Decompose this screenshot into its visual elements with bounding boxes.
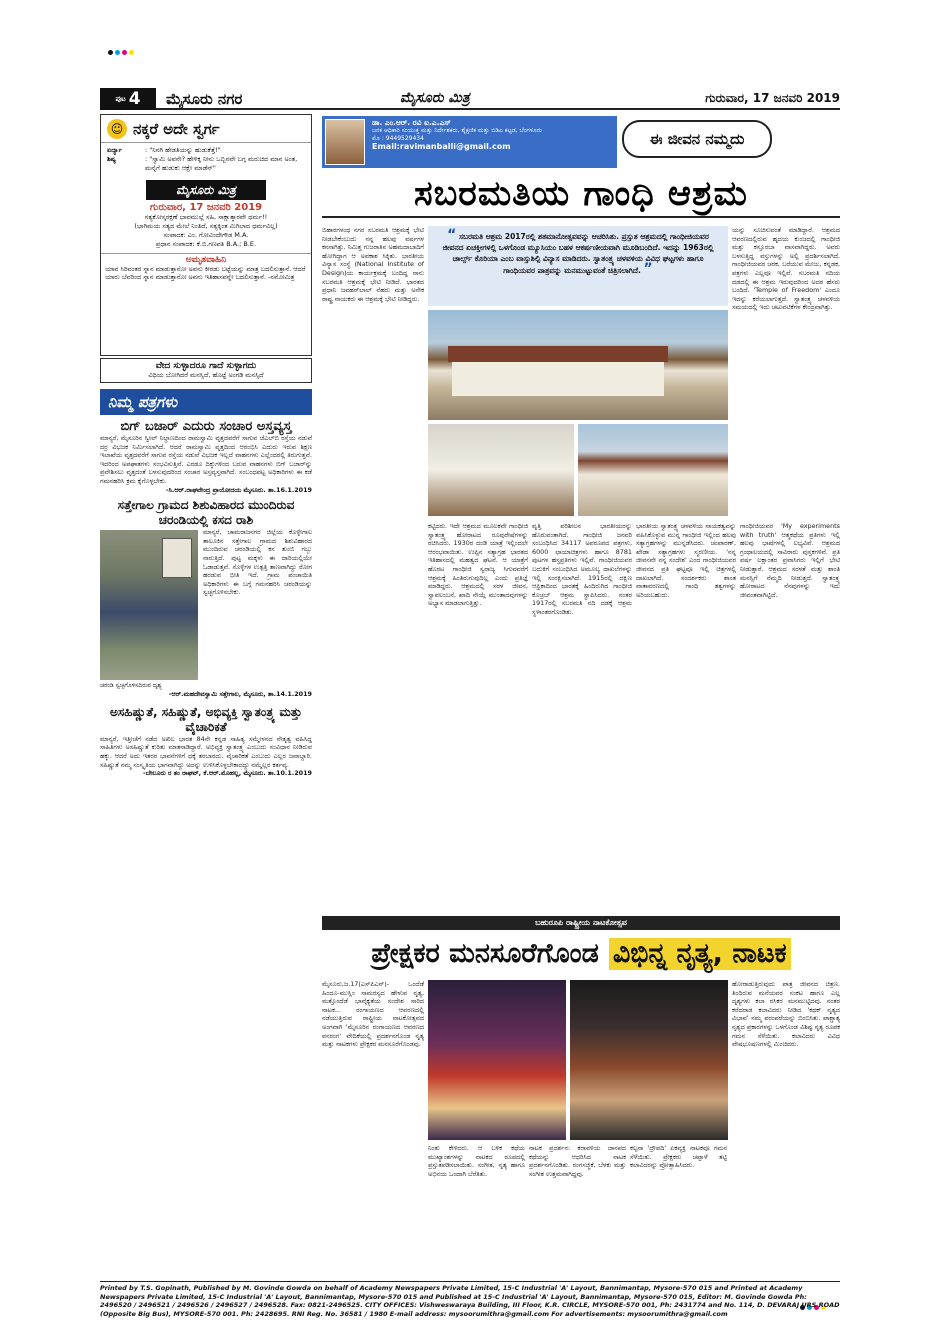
dance-photo [428,980,566,1140]
article-column: ಕಟ್ಟಿದರು. ಇದೇ ಆಶ್ರಮದ ಮೂಲಕವೇ ಗಾಂಧೀಜಿ ಸ್ವಾತಂತ್ರ್ಯ ಹೋರಾಟದ ರೂಪುರೇಷೆಗಳನ್ನು ರಚಿಸಿದರು. 1930ರ ದಂಡಿ ಯಾತ್ರೆ ಇಲ್ಲಿಂದಲೇ ಆರಂಭವಾಯಿತು. ಉಪ್ಪಿನ ಸತ್ಯಾಗ್ರಹ ಭಾರತದ ಇತಿಹಾಸದಲ್ಲಿ ಮಹತ್ವದ ಘಟನೆ. ಆ ಯಾತ್ರೆಗೆ ಹೊರಟ ಗಾಂಧೀಜಿ ಸ್ವರಾಜ್ಯ ಸಿಗುವವರೆಗೆ ಆಶ್ರಮಕ್ಕೆ ಹಿಂತಿರುಗುವುದಿಲ್ಲ ಎಂದು ಪ್ರತಿಜ್ಞೆ ಮಾಡಿದ್ದರು. ಆಶ್ರಮದಲ್ಲಿ ಸರಳ ಜೀವನ, ಸ್ವಾವಲಂಬನೆ, ಖಾದಿ ನೇಯ್ಗೆ ಮುಂತಾದವುಗಳನ್ನು ಅಭ್ಯಾಸ ಮಾಡಲಾಗುತ್ತಿತ್ತು. [428,522,528,608]
column-name: ಈ ಜೀವನ ನಮ್ಮದು [622,120,772,158]
article-headline: ಸಬರಮತಿಯ ಗಾಂಧಿ ಆಶ್ರಮ [322,172,840,218]
letter-body: ಮಾನ್ಯರೆ, ಇತ್ತೀಚೆಗೆ ನಡೆದ ಅಖಿಲ ಭಾರತ 84ನೇ ಕನ್ನಡ ಸಾಹಿತ್ಯ ಸಮ್ಮೇಳನದ ನೇತೃತ್ವ ವಹಿಸಿದ್ದ ಸಾಹಿತಿಗಳು ಅಸಹಿಷ್ಣುತೆ ಕುರಿತು ಮಾತನಾಡಿದ್ದಾರೆ. ಅಭಿವ್ಯಕ್ತಿ ಸ್ವಾತಂತ್ರ್ಯ ಎಂಬುದು ಸಂವಿಧಾನ ನೀಡಿರುವ ಹಕ್ಕು. ಆದರೆ ಅದು ಇತರರ ಭಾವನೆಗಳಿಗೆ ಧಕ್ಕೆ ತರಬಾರದು. ವೈಚಾರಿಕತೆ ಎಂಬುದು ಎಲ್ಲರ ಜವಾಬ್ದಾರಿ. ಸಹಿಷ್ಣುತೆ ನಮ್ಮ ಸಂಸ್ಕೃತಿಯ ಭಾಗವಾಗಿದ್ದು ಅದನ್ನು ಉಳಿಸಿಕೊಳ್ಳಬೇಕಾದದ್ದು ನಮ್ಮೆಲ್ಲರ ಕರ್ತವ್ಯ. [100,734,312,769]
nakkare-title: ನಕ್ಕರೆ ಅದೇ ಸ್ವರ್ಗ [133,119,220,138]
ashram-roof [448,346,668,362]
page-header [100,88,840,110]
author-info [372,119,542,151]
ashram-photo [428,310,728,420]
amruta-text: ಯಾವ ಸಿರಿವಂತರ ಸ್ನಾನ ಮಾಡುತ್ತಾನೋ ಅವನು ಕೀರಡು ಬಟ್ಟೆಯನ್ನು ಮಾತ್ರ ಬದಲಿಸುತ್ತಾನೆ. ಆದರೆ ಯಾರು ಬೆವರಿಂದ ಸ್ನಾನ ಮಾಡುತ್ತಾನೋ ಅವನು ಇತಿಹಾಸವನ್ನೇ ಬದಲಿಸುತ್ತಾನೆ. -ನಮೋಮಿತ್ರ [105,264,306,281]
article-column: ಭಾರತೀಯ ಸ್ವಾತಂತ್ರ್ಯ ಚಳವಳಿಯ ನಾಯಕತ್ವವನ್ನು ವಹಿಸಿಕೊಳ್ಳುವ ಮುನ್ನ ಗಾಂಧೀಜಿ ಇಲ್ಲಿಂದ ಹಲವು ಸತ್ಯಾಗ್ರಹಗಳನ್ನು ಮುನ್ನಡೆಸಿದರು. ಚಂಪಾರಣ್, ಖೇಡಾ ಸತ್ಯಾಗ್ರಹಗಳು ಸ್ಮರಣೀಯ. 'ನನ್ನ ಜೀವನವೇ ನನ್ನ ಸಂದೇಶ' ಎಂದ ಗಾಂಧೀಜಿಯವರ ಜೀವನದ ಪ್ರತಿ ಘಟ್ಟವೂ ಇಲ್ಲಿ ಚಿತ್ರಗಳಲ್ಲಿ ದಾಖಲಾಗಿದೆ. ಸಂದರ್ಶಕರು ಶಾಂತ ವಾತಾವರಣದಲ್ಲಿ ಗಾಂಧಿ ತತ್ವಗಳನ್ನು ಅರಿಯಬಹುದು. [636,522,736,599]
registration-mark [108,50,148,56]
letter-signature: -ಬೇಲೂರು ರ ತಂ ರಾಘವ್, ಕೆ.ಆರ್.ಮೊಹಲ್ಲ, ಮೈಸೂರು. ತಾ.10.1.2019 [143,769,312,778]
article-column: ವೃತ್ತಿ ಪರಿಶೀಲನ ಭಾರತೀಯರನ್ನು ಹೊರುವಂತಾಗಿದೆ. ಗಾಂಧೀಜಿ ಜನವರಿ ಸಂಬಂಧಿಸಿದ 34117 ಅಪರೂಪದ ಪತ್ರಗಳು, 6000 ಛಾಯಾಚಿತ್ರಗಳು ಹಾಗೂ 8781 ಪುಟಗಳ ಹಸ್ತಪ್ರತಿಗಳು ಇಲ್ಲಿವೆ. ಗಾಂಧೀಜಿಯವರ ಬದುಕಿಗೆ ಸಂಬಂಧಿಸಿದ ಅಮೂಲ್ಯ ದಾಖಲೆಗಳನ್ನು ಇಲ್ಲಿ ಸಂರಕ್ಷಿಸಲಾಗಿದೆ. 1915ರಲ್ಲಿ ದಕ್ಷಿಣ ಆಫ್ರಿಕಾದಿಂದ ಭಾರತಕ್ಕೆ ಹಿಂದಿರುಗಿದ ಗಾಂಧೀಜಿ ಕೊಚ್ರಬ್ ಆಶ್ರಮ ಸ್ಥಾಪಿಸಿದರು. ನಂತರ 1917ರಲ್ಲಿ ಸಬರಮತಿ ನದಿ ದಡಕ್ಕೆ ಆಶ್ರಮ ಸ್ಥಳಾಂತರಗೊಂಡಿತು. [532,522,632,616]
author-name: ಡಾ. ಎಂ.ಆರ್. ರವಿ ಐ.ಎ.ಎಸ್ [372,118,451,127]
dance-lower-columns [428,1144,728,1178]
ashram-cottage-photo [578,424,728,516]
motto-translation: (ಭಾಗಿಮಯ ಸತ್ಯದ ಮೇಲೆ ನಿಂತಿದೆ, ಸತ್ಯಕ್ಕಿಂತ ಮಿಗಿಲಾದ ಧರ್ಮವಿಲ್ಲ) [134,222,278,230]
photo-caption: ಚರಂಡಿ ಸ್ವಚ್ಛಗೊಳಿಸದಿರುವ ದೃಶ್ಯ [100,682,162,690]
nakkare-header [101,115,311,143]
dance-headline-b: ವಿಭಿನ್ನ ನೃತ್ಯ, ನಾಟಕ [609,938,791,970]
letter-2 [100,528,312,699]
letter-body: ಮಾನ್ಯರೆ, ಚಾಮರಾಜನಗರ ಜಿಲ್ಲೆಯ ಕೊಳ್ಳೇಗಾಲ ತಾಲೂಕಿನ ಸತ್ತೇಗಾಲ ಗ್ರಾಮದ ಶಿಶುವಿಹಾರದ ಮುಂದಿರುವ ಚರಂಡಿಯಲ್ಲಿ ಕಸ ತುಂಬಿ ಗಬ್ಬು ನಾರುತ್ತಿದೆ. ಪುಟ್ಟ ಮಕ್ಕಳು ಈ ದಾರಿಯಲ್ಲಿಯೇ ಓಡಾಡುತ್ತವೆ. ಸೊಳ್ಳೆಗಳ ಉತ್ಪತ್ತಿ ತಾಣವಾಗಿದ್ದು ರೋಗ ಹರಡುವ ಭೀತಿ ಇದೆ. ಗ್ರಾಮ ಪಂಚಾಯಿತಿ ಅಧಿಕಾರಿಗಳು ಈ ಬಗ್ಗೆ ಗಮನಹರಿಸಿ ಚರಂಡಿಯನ್ನು ಸ್ವಚ್ಛಗೊಳಿಸಬೇಕು. [203,528,312,597]
nakkare-box [100,114,312,356]
quote-close-icon: ” [643,261,653,277]
author-photo [325,119,365,165]
dance-column: ಮೈಸೂರು,ಜ.17(ಎಸ್‌ಪಿಎನ್)- ಒಂದೆಡೆ ಹಿಂದೂ-ಮುಸ್ಲಿಂ ಸಾಮರಸ್ಯದ ಹೇಳುವ ನೃತ್ಯ, ಮತ್ತೊಂದೆಡೆ ಭಾವೈಕ್ಯತೆಯ ಸಂದೇಶ ಸಾರಿದ ನಾಟಕ... ರಂಗಾಯಣದ ಆವರಣದಲ್ಲಿ ನಡೆಯುತ್ತಿರುವ ರಾಷ್ಟ್ರೀಯ ನಾಟಕೋತ್ಸವದ ಅಂಗವಾಗಿ 'ಮೈಸೂರಿನ ರಂಗಾಯಣದ ಆವರಣದ ವನರಂಗ' ವೇದಿಕೆಯಲ್ಲಿ ಪ್ರದರ್ಶನಗೊಂಡ ನೃತ್ಯ ಮತ್ತು ನಾಟಕಗಳು ಪ್ರೇಕ್ಷಕರ ಮನಸೂರೆಗೊಂಡವು. [322,980,424,1049]
joke-line [107,155,305,173]
joke-dialog [101,143,311,176]
quote-open-icon: “ [447,227,457,243]
letter-title: ಬಿಗ್ ಬಜಾರ್ ಎದುರು ಸಂಚಾರ ಅಸ್ತವ್ಯಸ್ತ [120,419,292,434]
author-box [322,116,617,168]
dance-headline-a: ಪ್ರೇಕ್ಷಕರ ಮನಸೂರೆಗೊಂಡ [371,938,599,969]
laughing-face-icon: ☺ [107,119,127,139]
section-title: ಮೈಸೂರು ನಗರ [166,90,243,108]
festival-band: ಬಹುರೂಪಿ ರಾಷ್ಟ್ರೀಯ ನಾಟಕೋತ್ಸವ [322,916,840,930]
editor-line: ಸಂಪಾದಕ: ಎಂ. ಗೋವಿಂದೇಗೌಡ M.A. [163,231,249,239]
page-number-badge [100,88,156,110]
masthead-logo: ಮೈಸೂರು ಮಿತ್ರ [146,180,266,200]
article-column: ಗಾಂಧೀಜಿಯವರ 'My experiments with truth' ಆತ್ಮಕಥೆಯ ಪ್ರತಿಗಳು ಇಲ್ಲಿ ಹಲವು ಭಾಷೆಗಳಲ್ಲಿ ಲಭ್ಯವಿವೆ. ಆಶ್ರಮದ ಗ್ರಂಥಾಲಯದಲ್ಲಿ ಸಾವಿರಾರು ಪುಸ್ತಕಗಳಿವೆ. ಪ್ರತಿ ವರ್ಷ ಲಕ್ಷಾಂತರ ಪ್ರವಾಸಿಗರು ಇಲ್ಲಿಗೆ ಭೇಟಿ ನೀಡುತ್ತಾರೆ. ಆಶ್ರಮದ ಸರಳತೆ ಮತ್ತು ಶಾಂತಿ ಮನಸ್ಸಿಗೆ ನೆಮ್ಮದಿ ನೀಡುತ್ತದೆ. ಸ್ವಾತಂತ್ರ್ಯ ಹೋರಾಟದ ನೆನಪುಗಳನ್ನು ಇದು ಜೀವಂತವಾಗಿಟ್ಟಿದೆ. [740,522,840,599]
letter-signature: -ಆರ್.ಮಹದೇವಸ್ವಾಮಿ ಸತ್ತೇಗಾಲ, ಮೈಸೂರು, ತಾ.14.1.2019 [168,690,312,699]
article-column: ಯನ್ನು ಸೂಚಿಸುವಂತೆ ಮಾಡಿದ್ದಾರೆ. ಆಶ್ರಮದ ಆವರಣದಲ್ಲಿರುವ ಹೃದಯ ಕುಂಜದಲ್ಲಿ ಗಾಂಧೀಜಿ ಮತ್ತು ಕಸ್ತೂರಬಾ ವಾಸವಾಗಿದ್ದರು. ಅವರು ಬಳಸುತ್ತಿದ್ದ ವಸ್ತುಗಳನ್ನು ಅಲ್ಲಿ ಪ್ರದರ್ಶಿಸಲಾಗಿದೆ. ಗಾಂಧೀಜಿಯವರ ಚರಕ, ಬರೆಯುವ ಮೇಜು, ಕನ್ನಡಕ, ಪತ್ರಗಳು ಎಲ್ಲವೂ ಇಲ್ಲಿವೆ. ಸಬರಮತಿ ನದಿಯ ದಡದಲ್ಲಿ ಈ ಆಶ್ರಮ ಇರುವುದರಿಂದ ಅದರ ಹೆಸರು ಬಂದಿದೆ. 'Temple of Freedom' ಎಂದೂ ಇದನ್ನು ಕರೆಯಲಾಗುತ್ತದೆ. ಸ್ವಾತಂತ್ರ್ಯ ಚಳವಳಿಯ ಸಮಯದಲ್ಲಿ ಇದು ಚಟುವಟಿಕೆಗಳ ಕೇಂದ್ರವಾಗಿತ್ತು. [732,226,840,312]
dance-column: ಹೋರಾಡುತ್ತಿರುವುದು ಪಾತ್ರ ಜೀವನದ ಚಿತ್ರಣ. ತಿಂದಿರುವ ಮನೆಯವರ ಸಂಕಟ ಹಾಗೂ ಎಲ್ಲ ದೃಶ್ಯಗಳು ಕಲಾ ರಸಿಕರ ಮನಮುಟ್ಟಿದವು. ನಂತರ ಕರೆದರಾಡ ಕಲಾವಿದರು ನೀಡಿದ 'ಕಥಕ್ ನೃತ್ಯದ ವಿಭಾವ' ನಮ್ಮ ಪರಂಪರೆಯನ್ನು ಬಿಂಬಿಸಿತು. ಪಾಶ್ಚಾತ್ಯ ನೃತ್ಯದ ಪ್ರಕಾರಗಳನ್ನು ಒಳಗೊಂಡ ವಿಶಿಷ್ಟ ನೃತ್ಯ ರೂಪಕ ಗಮನ ಸೆಳೆಯಿತು. ಕಲಾವಿದರು ವಿವಿಧ ವೇಷಭೂಷಣಗಳಲ್ಲಿ ಮಿಂಚಿದರು. [732,980,840,1049]
joke-text: : "ನಿನಗಿ ಹೇಡತಿಯನ್ನು ಹುಡುಕೆತ್ತೆ!" [145,146,221,154]
letter-body: ಮಾನ್ಯರೆ, ಮೈಸೂರಿನ ಸ್ವೀಲ್ ನಿಲ್ದಾಣದಿಂದ ರಾಮಸ್ವಾಮಿ ವೃತ್ತದವರೆಗೆ ಸಾಗುವ ಜೆಎಲ್‌ಬಿ ರಸ್ತೆಯ ನಡುವೆ ದರ್ರ ವಿಭಜಕ ನಿರ್ಮಿಸಲಾಗಿದೆ. ಆದರೆ ರಾಮಸ್ವಾಮಿ ವೃತ್ತದಿಂದ ಆರಂಭಿಸಿ ಎದುರು ಇರುವ ಶಿಕ್ಷಣ ಇಲಾಖೆಯ ವೃತ್ತದವರೆಗೆ ಸಾಗುವ ರಸ್ತೆಯ ನಡುವೆ ವಿಭಜಕ ಇಲ್ಲದೆ ವಾಹನಗಳು ಎಲ್ಲೆಂದರಲ್ಲಿ ತಿರುಗುತ್ತವೆ. ಇದರಿಂದ ಅಪಘಾತಗಳು ಸಂಭವಿಸುತ್ತಿವೆ. ಎರಡೂ ದಿಕ್ಕುಗಳಿಂದ ಬರುವ ವಾಹನಗಳು ಬಿಗ್ ಬಜಾರ್‌ನ್ನು ಪ್ರವೇಶಿಸಲು ವೃತ್ತದಂತೆ ಬಳಸುವುದರಿಂದ ಸಂಚಾರ ಅಸ್ತವ್ಯಸ್ತವಾಗಿದೆ. ಸಂಬಂಧಪಟ್ಟ ಅಧಿಕಾರಿಗಳು ಈ ಕಡೆ ಗಮನಹರಿಸಿ ಕ್ರಮ ಕೈಗೊಳ್ಳಬೇಕು. [100,434,312,485]
page-number: 4 [128,89,141,109]
letter-signature: -ಸಿ.ಆರ್.ರಾಘವೇಂದ್ರ ಪ್ರಾಯೋದಯ ಮೈಸೂರು. ತಾ.16.1.2019 [165,485,312,494]
dance-column: ನಾಟಕ ಪ್ರದರ್ಶನ: ಕರಾವಳಿಯ ಜಾನಪದ ಕಥೆಯನ್ನು ಆಧರಿಸಿದ ನಾಟಕ ಪ್ರದರ್ಶನಗೊಂಡಿತು. ರಂಗಸಜ್ಜಿಕೆ, ಬೆಳಕು ಮತ್ತು ಸಂಗೀತ ಉತ್ತಮವಾಗಿದ್ದವು. [529,1144,626,1178]
proverb-title: ವೇದ ಸುಳ್ಳಾದರೂ ಗಾದೆ ಸುಳ್ಳಾಗದು [155,361,257,371]
amruta-title: ಅಮೃತವಾಹಿನಿ [185,255,227,265]
article-lower-columns [428,522,840,617]
pull-quote-text: ಸಬರಮತಿ ಆಶ್ರಮ 2017ರಲ್ಲಿ ಶತಮಾನೋತ್ಸವವನ್ನು ಆಚರಿಸಿತು. ಪ್ರಸ್ತುತ ಆಶ್ರಮದಲ್ಲಿ ಗಾಂಧೀಜಿಯವರ ಜೀವನದ ಏಚಕ್ತೀಗಳಲ್ಲಿ ಒಳಗೊಂಡ ಮ್ಯೂಸಿಯಂ ಬಹಳ ಆಕರ್ಷಣೀಯವಾಗಿ ಮೂಡಿಬಂದಿದೆ. ಇದನ್ನು 1963ರಲ್ಲಿ ಚಾರ್ಲ್ಸ್ ಕೊರಿಯಾ ಎಂಬ ವಾಸ್ತುಶಿಲ್ಪಿ ವಿನ್ಯಾಸ ಮಾಡಿದರು. ಸ್ವಾತಂತ್ರ್ಯ ಚಳವಳಿಯ ವಿವಿಧ ಘಟ್ಟಗಳು ಹಾಗೂ ಗಾಂಧಿಯವರ ಪಾತ್ರವನ್ನು ಮನಮುಟ್ಟುವಂತೆ ಚಿತ್ರಿಸಲಾಗಿದೆ. [442,232,714,275]
author-email: Email:ravimanballi@gmail.com [372,142,511,151]
proverb-text: ವಿಧಿಯ ಬೋಗಿದರೆ ಮನಸ್ಸಿದೆ, ಹೊಟ್ಟೆ ಅಂಗಡಿ ಮನಸ್ಸಿದೆ [148,371,264,379]
letter-title: ಸತ್ತೇಗಾಲ ಗ್ರಾಮದ ಶಿಶುವಿಹಾರದ ಮುಂದಿರುವ ಚರಂಡಿಯಲ್ಲಿ ಕಸದ ರಾಶಿ [117,498,295,528]
letters-banner: ನಿಮ್ಮ ಪತ್ರಗಳು [100,389,312,415]
joke-text: : "ಸ್ವಾಮಿ ಅವನೇ? ಹೇಳಿಕ್ಕ ನೀನು ಒಬ್ಬಿನವೇ ಬಗ್ಗ ಮರುಚಿದ ಮಾನ ಅಂತ, ಮನೈಗೆ ಹುಡುಕು ಆಕ್ಷೇ ಮಾಡೆನ್" [145,155,298,172]
issue-date: ಗುರುವಾರ, 17 ಜನವರಿ 2019 [705,91,840,105]
masthead: ಮೈಸೂರು ಮಿತ್ರ [400,90,470,106]
pull-quote [428,226,728,306]
author-phone: ಮೊ : 9449529434 [372,135,424,142]
newspaper-page [100,88,840,1323]
amruta-vahini [101,253,311,284]
joke-line [107,146,305,155]
letter-title: ಅಸಹಿಷ್ಣುತೆ, ಸಹಿಷ್ಣುತೆ, ಅಭಿವ್ಯಕ್ತಿ ಸ್ವಾತಂತ್ರ್ಯ ಮತ್ತು ವೈಚಾರಿಕತೆ [110,704,302,734]
dance-headline [322,932,840,976]
drain-photo [100,530,198,680]
drama-photo [570,980,728,1140]
chief-editor-line: ಪ್ರಧಾನ ಸಂಪಾದಕ: ಕೆ.ಬಿ.ಗಣಪತಿ B.A.; B.E. [155,240,257,248]
author-role: ಜನಕ ಆಧಿಕಾರಿ ಸಂಯುಕ್ತ ಮತ್ತು ನಿರ್ದೇಶಕರು, ಶೈಕ್ಷಣಿಕ ಮತ್ತು ಬಿಡಿಎ ಕಟ್ಟಡ, ಬೆಂಗಳೂರು [372,127,542,134]
imprint-footer: Printed by T.S. Gopinath, Published by M. Govinde Gowda on behalf of Academy Newspapers Private Limited, 15-C Industrial 'A' Layout, Bannimantap, Mysore-570 015 and Printed at Academy Newspapers Private Limited, 15-C Industrial 'A' Layout, Bannimantap, Mysore-570 015 and Published at 15-C Industrial 'A' Layout, Bannimantap, Mysore-570 015, Editor: M. Govinde Gowda Ph: 2496520 / 2496521 / 2496526 / 2496527 / 2496528. Fax: 0821-2496525. CITY OFFICES: Vishweswaraya Building, III Floor, K.R. CIRCLE, MYSORE-570 001, Ph: 2431774 and No. 114, D. DEVARAJ URS ROAD (Opposite Big Bus), MYSORE-570 001. Ph: 2428695. RNI Reg. No. 36581 / 1980 E-mail address: mysoorumithra@gmail.com For advertisements: mysoorumithra@gmail.com [100,1281,840,1318]
signboard [162,538,192,578]
dance-column: ಕಲ್ಪನಾ 'ದ್ರೌಪದಿ' ಏಕವ್ಯಕ್ತಿ ನಾಟಕವೂ ಗಮನ ಸೆಳೆಯಿತು. ಪ್ರೇಕ್ಷಕರು ಚಪ್ಪಾಳೆ ತಟ್ಟಿ ಕಲಾವಿದರನ್ನು ಪ್ರೋತ್ಸಾಹಿಸಿದರು. [630,1144,727,1170]
proverb-box [100,358,312,383]
ashram-interior-photo [428,424,574,516]
page-label: ಪುಟ [115,94,126,103]
motto: ಸತ್ಯಕೋಸ್ಕರಕ್ಷಣೆ ಭಾವಮುಲ್ಲೆ ಸಹಿ, ಸಾಕ್ಷಾತ್ಕಾರವೇ ಧರ್ಮ!! [144,213,268,221]
speaker: ಏರ್ದ್ಯಾ [107,146,122,154]
speaker: ಶಿಷ್ಯ [107,155,116,163]
left-column [100,114,312,778]
edition-date: ಗುರುವಾರ, 17 ಜನವರಿ 2019 [149,202,263,213]
dance-column: ನಿಂತು ಕೇಳಿದರು. ಆ ಬಳಿಕ ಕಥೆಯ ಮುಖ್ಯಾಂಶಗಳನ್ನು ನಾಟಕದ ರೂಪದಲ್ಲಿ ಪ್ರಸ್ತುತಪಡಿಸಲಾಯಿತು. ಸಂಗೀತ, ನೃತ್ಯ ಹಾಗೂ ಅಭಿನಯ ಒಂದಾಗಿ ಬೆರೆತಿತು. [428,1144,525,1178]
ashram-wall [452,362,664,396]
article-column: ಬಿಹಾರಗಳಂಥ ನಗರ ಸಬರಮತಿ ಆಶ್ರಮಕ್ಕೆ ಭೇಟಿ ನೀಡಬೇಕೆಂಬುದು ನನ್ನ ಹಲವು ವರ್ಷಗಳ ಕನಸಾಗಿತ್ತು. ನಿಮಿತ್ತ ಗುಜರಾತಿನ ಅಹಮದಾಬಾದಿಗೆ ಹೋಗಿದ್ದಾಗ ಆ ಅವಕಾಶ ಸಿಕ್ಕಿತು. ಭಾರತೀಯ ವಿನ್ಯಾಸ ಸಂಸ್ಥೆ (National Institute of Design)ಯ ಕಾರ್ಯಕ್ರಮಕ್ಕೆ ಬಂದಿದ್ದ ನಾನು ಸಬರಮತಿ ಆಶ್ರಮಕ್ಕೆ ಭೇಟಿ ನೀಡಿದೆ. ಭಾರತದ ಪ್ರಧಾನಿ ಜವಹರ್‌ಲಾಲ್ ನೆಹರು ಮತ್ತು ಅನೇಕ ರಾಷ್ಟ್ರ ನಾಯಕರು ಈ ಆಶ್ರಮಕ್ಕೆ ಭೇಟಿ ನೀಡಿದ್ದರು. [322,226,424,303]
